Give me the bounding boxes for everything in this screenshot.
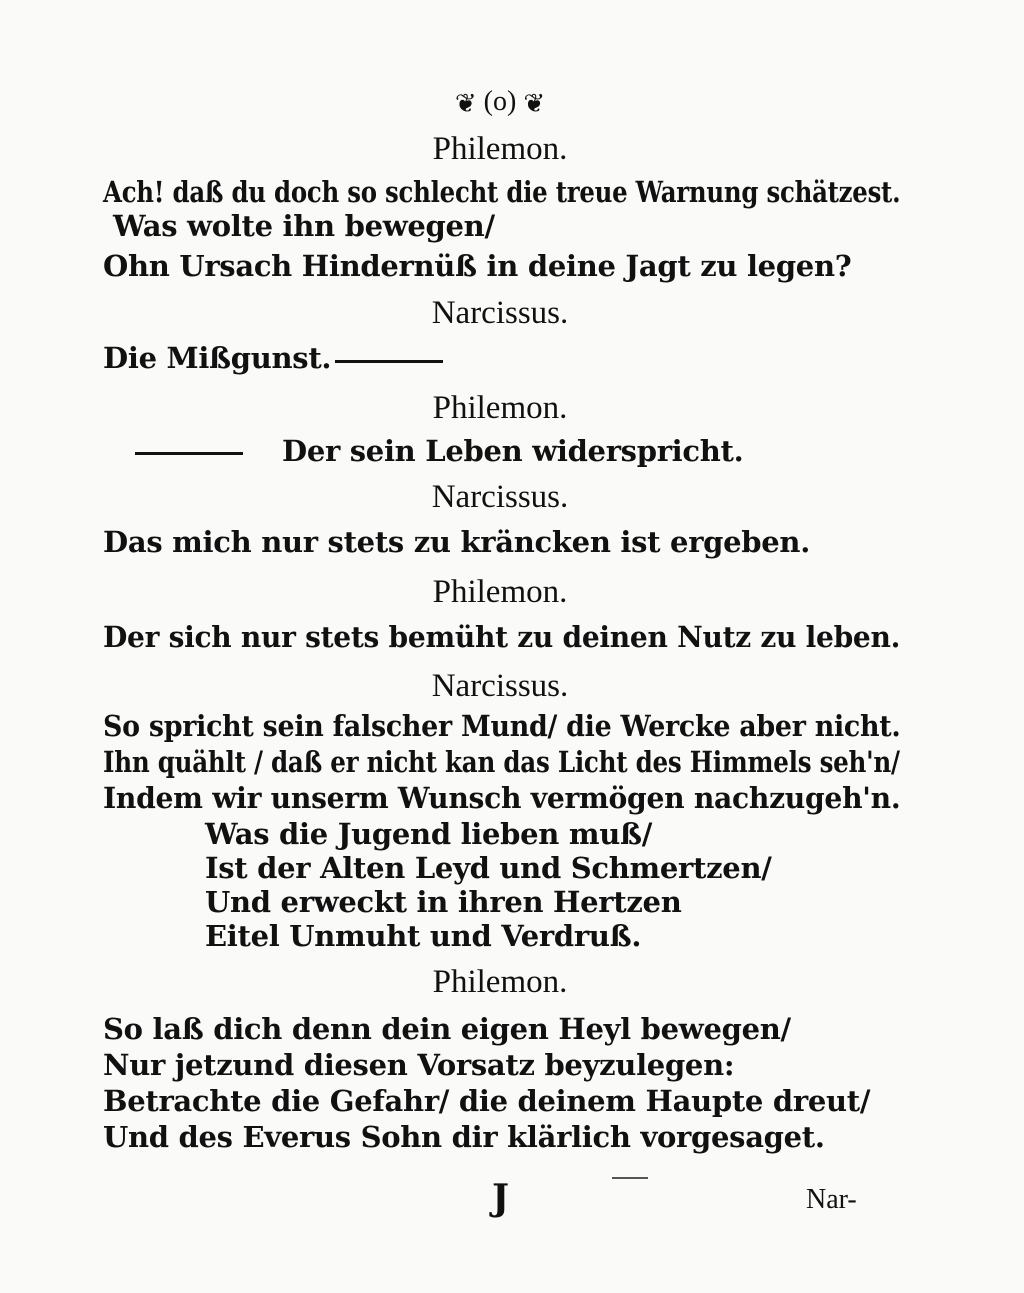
verse-line: Indem wir unserm Wunsch vermögen nachzugeh'n. xyxy=(103,781,901,815)
verse-line: Die Mißgunst. xyxy=(103,341,332,375)
speaker-philemon: Philemon. xyxy=(432,131,568,167)
verse-line: So spricht sein falscher Mund/ die Wercke aber nicht. xyxy=(103,709,901,743)
left-ornament-icon: ❦ xyxy=(454,88,477,118)
verse-line: Ihn quählt / daß er nicht kan das Licht des Himmels seh'n/ xyxy=(103,745,900,779)
dash-rule xyxy=(612,1177,648,1179)
verse-line: Nur jetzund diesen Vorsatz beyzulegen: xyxy=(103,1048,735,1082)
verse-line: Der sich nur stets bemüht zu deinen Nutz zu leben. xyxy=(103,620,901,654)
page-marker: (o) xyxy=(483,86,517,117)
verse-line: Das mich nur stets zu kräncken ist ergeben. xyxy=(103,525,811,559)
verse-line: Was die Jugend lieben muß/ xyxy=(205,817,653,851)
verse-line: Eitel Unmuht und Verdruß. xyxy=(205,919,642,953)
verse-line: Der sein Leben widerspricht. xyxy=(282,434,744,468)
right-ornament-icon: ❦ xyxy=(523,88,546,118)
page-header xyxy=(0,88,1000,117)
verse-line: Ist der Alten Leyd und Schmertzen/ xyxy=(205,851,772,885)
catchword: Nar- xyxy=(806,1184,857,1215)
speaker-narcissus: Narcissus. xyxy=(431,295,569,331)
verse-line: Was wolte ihn bewegen/ xyxy=(113,209,495,243)
speaker-philemon: Philemon. xyxy=(432,390,568,426)
signature-mark: J xyxy=(492,1177,510,1219)
verse-line: So laß dich denn dein eigen Heyl bewegen/ xyxy=(103,1012,791,1046)
verse-line: Ohn Ursach Hindernüß in deine Jagt zu legen? xyxy=(103,249,852,283)
verse-line: Und des Everus Sohn dir klärlich vorgesaget. xyxy=(103,1120,825,1154)
verse-line: Und erweckt in ihren Hertzen xyxy=(205,885,682,919)
speaker-narcissus: Narcissus. xyxy=(431,479,569,515)
verse-line: Ach! daß du doch so schlecht die treue Warnung schätzest. xyxy=(103,175,901,209)
speaker-philemon: Philemon. xyxy=(432,574,568,610)
speaker-narcissus: Narcissus. xyxy=(431,668,569,704)
speaker-philemon: Philemon. xyxy=(432,964,568,1000)
dash-rule xyxy=(135,452,243,455)
verse-line: Betrachte die Gefahr/ die deinem Haupte dreut/ xyxy=(103,1084,871,1118)
dash-rule xyxy=(335,360,443,363)
